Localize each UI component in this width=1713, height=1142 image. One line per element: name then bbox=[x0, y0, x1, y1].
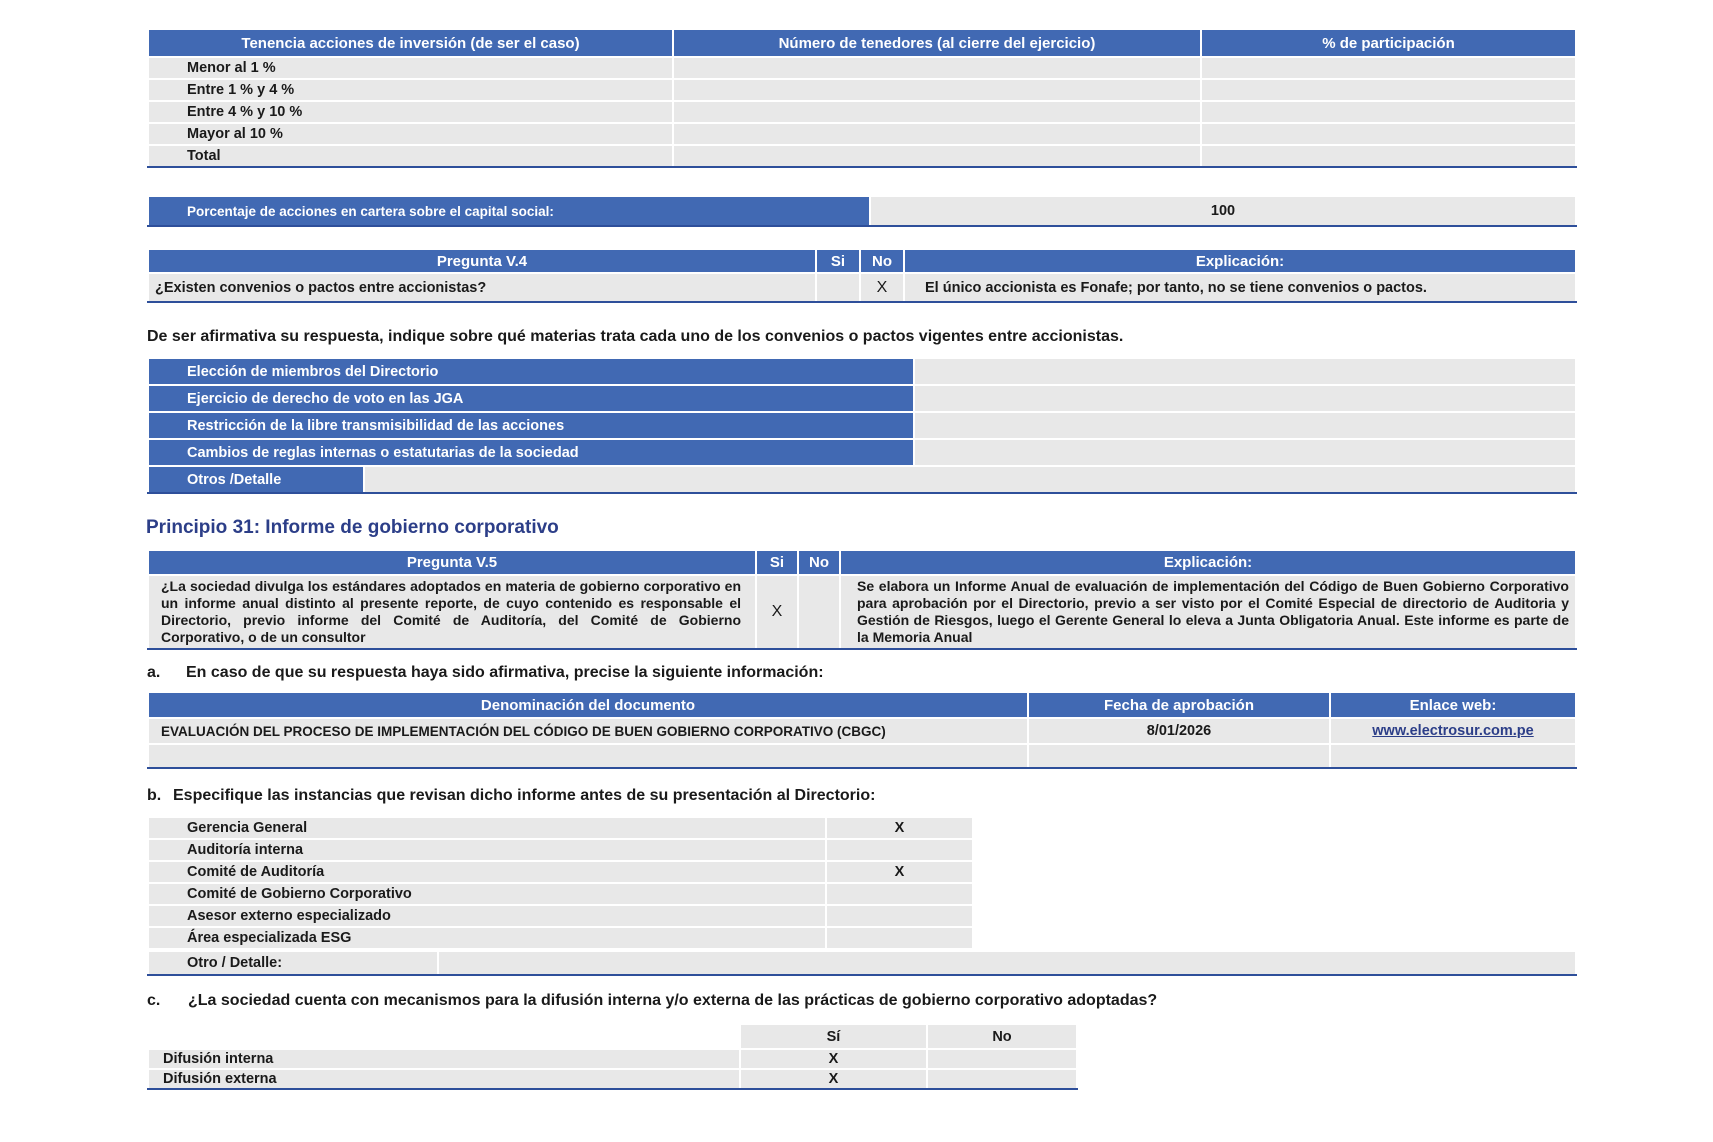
table-row-label: Mayor al 10 % bbox=[148, 123, 673, 145]
table-cell bbox=[1201, 101, 1576, 123]
table-cell bbox=[673, 57, 1201, 79]
instancia-mark bbox=[826, 927, 973, 949]
document-name: EVALUACIÓN DEL PROCESO DE IMPLEMENTACIÓN DEL CÓDIGO DE BUEN GOBIERNO CORPORATIVO (CBGC) bbox=[148, 718, 1028, 744]
section-a-letter: a. bbox=[147, 664, 161, 681]
table-cell bbox=[1201, 123, 1576, 145]
materias-title: De ser afirmativa su respuesta, indique sobre qué materias trata cada uno de los convenios o pactos vigentes entre accionistas. bbox=[147, 328, 1124, 345]
cartera-value: 100 bbox=[870, 196, 1576, 226]
materia-item: Cambios de reglas internas o estatutarias de la sociedad bbox=[148, 439, 914, 466]
table-cell bbox=[1201, 79, 1576, 101]
table-row-label: Total bbox=[148, 145, 673, 167]
table-cell bbox=[148, 744, 1028, 768]
principio-heading: Principio 31: Informe de gobierno corporativo bbox=[146, 517, 559, 538]
otro-detalle-label: Otro / Detalle: bbox=[148, 951, 438, 975]
difusion-no bbox=[927, 1049, 1077, 1069]
col-header: Denominación del documento bbox=[148, 693, 1028, 718]
question-text: ¿Existen convenios o pactos entre accionistas? bbox=[148, 273, 816, 302]
instancias-table bbox=[147, 816, 974, 950]
materia-cell bbox=[914, 385, 1576, 412]
col-header: Explicación: bbox=[904, 250, 1576, 273]
col-header: Fecha de aprobación bbox=[1028, 693, 1330, 718]
pregunta-v5-table bbox=[147, 551, 1577, 650]
materia-cell bbox=[914, 412, 1576, 439]
difusion-si: X bbox=[740, 1069, 927, 1089]
section-b-letter: b. bbox=[147, 787, 162, 804]
table-row-label: Entre 4 % y 10 % bbox=[148, 101, 673, 123]
materia-cell bbox=[914, 439, 1576, 466]
otro-detalle-cell bbox=[438, 951, 1576, 975]
document-date: 8/01/2026 bbox=[1028, 718, 1330, 744]
materia-item: Restricción de la libre transmisibilidad de las acciones bbox=[148, 412, 914, 439]
materias-table bbox=[147, 357, 1577, 494]
difusion-si: X bbox=[740, 1049, 927, 1069]
section-c-title: ¿La sociedad cuenta con mecanismos para la difusión interna y/o externa de las prácticas de gobierno corporativo adoptadas? bbox=[188, 992, 1158, 1009]
section-b-title: Especifique las instancias que revisan dicho informe antes de su presentación al Directorio: bbox=[173, 787, 876, 804]
table-cell bbox=[673, 101, 1201, 123]
col-header: Enlace web: bbox=[1330, 693, 1576, 718]
no-mark: X bbox=[860, 273, 904, 302]
difusion-no bbox=[927, 1069, 1077, 1089]
explanation-text: Se elabora un Informe Anual de evaluación de implementación del Código de Buen Gobierno Corporativo para aprobación por el Directorio, previo a ser visto por el Comité Especial de directorio de Auditoria y Gestión de Riesgos, luego el Gerente General lo eleva a Junta Obligatoria Anual. Este informe es parte de la Memoria Anual bbox=[840, 575, 1576, 649]
table-cell bbox=[673, 123, 1201, 145]
table-row-label: Menor al 1 % bbox=[148, 57, 673, 79]
instancia-label: Comité de Auditoría bbox=[148, 861, 826, 883]
instancia-label: Comité de Gobierno Corporativo bbox=[148, 883, 826, 905]
otro-detalle-table bbox=[147, 950, 1577, 976]
table-cell bbox=[673, 145, 1201, 167]
col-header: Tenencia acciones de inversión (de ser el caso) bbox=[148, 30, 673, 57]
otros-label: Otros /Detalle bbox=[148, 466, 364, 493]
table-cell bbox=[1028, 744, 1330, 768]
instancia-mark bbox=[826, 839, 973, 861]
difusion-table bbox=[147, 1023, 1078, 1090]
instancia-label: Área especializada ESG bbox=[148, 927, 826, 949]
table-cell bbox=[1201, 57, 1576, 79]
cartera-label: Porcentaje de acciones en cartera sobre el capital social: bbox=[148, 196, 870, 226]
col-header: Número de tenedores (al cierre del ejercicio) bbox=[673, 30, 1201, 57]
col-header: Pregunta V.4 bbox=[148, 250, 816, 273]
web-link[interactable]: www.electrosur.com.pe bbox=[1372, 723, 1534, 739]
instancia-mark bbox=[826, 905, 973, 927]
instancia-label: Auditoría interna bbox=[148, 839, 826, 861]
table-row-label: Entre 1 % y 4 % bbox=[148, 79, 673, 101]
instancia-label: Gerencia General bbox=[148, 817, 826, 839]
table-cell bbox=[1330, 744, 1576, 768]
col-header: % de participación bbox=[1201, 30, 1576, 57]
documentos-table bbox=[147, 693, 1577, 769]
cartera-table bbox=[147, 195, 1577, 227]
empty-corner bbox=[148, 1024, 740, 1049]
col-header: No bbox=[860, 250, 904, 273]
difusion-label: Difusión interna bbox=[148, 1049, 740, 1069]
si-mark: X bbox=[756, 575, 798, 649]
difusion-label: Difusión externa bbox=[148, 1069, 740, 1089]
col-header: Si bbox=[816, 250, 860, 273]
tenencia-table bbox=[147, 30, 1577, 168]
instancia-mark: X bbox=[826, 861, 973, 883]
materia-cell bbox=[914, 358, 1576, 385]
instancia-mark: X bbox=[826, 817, 973, 839]
col-header: No bbox=[798, 551, 840, 575]
instancia-mark bbox=[826, 883, 973, 905]
table-cell bbox=[1201, 145, 1576, 167]
explanation-text: El único accionista es Fonafe; por tanto, no se tiene convenios o pactos. bbox=[904, 273, 1576, 302]
col-header-si: Sí bbox=[740, 1024, 927, 1049]
section-a-title: En caso de que su respuesta haya sido afirmativa, precise la siguiente información: bbox=[186, 664, 824, 681]
table-cell bbox=[673, 79, 1201, 101]
si-mark bbox=[816, 273, 860, 302]
col-header: Si bbox=[756, 551, 798, 575]
col-header: Pregunta V.5 bbox=[148, 551, 756, 575]
question-text: ¿La sociedad divulga los estándares adoptados en materia de gobierno corporativo en un informe anual distinto al presente reporte, de cuyo contenido es responsable el Directorio, previo informe del Comité de Auditoría, del Comité de Gobierno Corporativo, o de un consultor bbox=[148, 575, 756, 649]
section-c-letter: c. bbox=[147, 992, 161, 1009]
no-mark bbox=[798, 575, 840, 649]
otros-cell bbox=[364, 466, 1576, 493]
materia-item: Ejercicio de derecho de voto en las JGA bbox=[148, 385, 914, 412]
materia-item: Elección de miembros del Directorio bbox=[148, 358, 914, 385]
document-link-cell bbox=[1330, 718, 1576, 744]
instancia-label: Asesor externo especializado bbox=[148, 905, 826, 927]
col-header-no: No bbox=[927, 1024, 1077, 1049]
pregunta-v4-table bbox=[147, 250, 1577, 303]
col-header: Explicación: bbox=[840, 551, 1576, 575]
